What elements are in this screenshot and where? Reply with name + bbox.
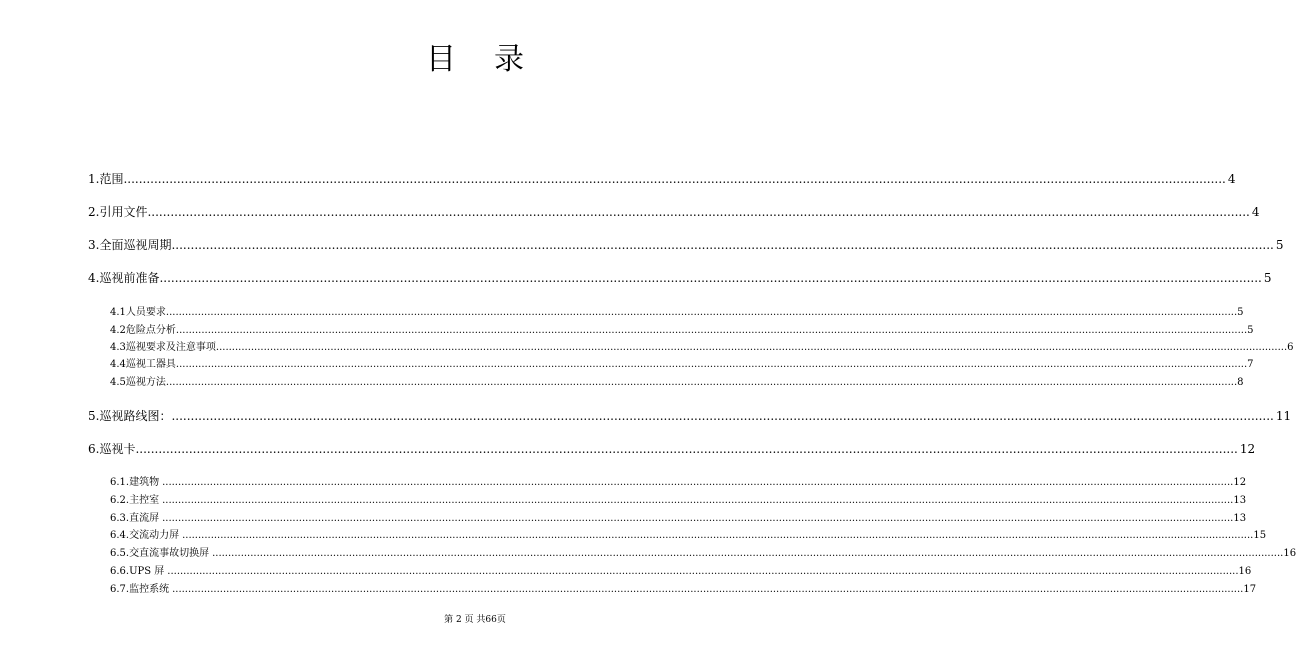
toc-leader-dots: ................................................................................................................................................................................................................................................................................................................................................. (212, 548, 1284, 559)
toc-entry-label: 巡视前准备 (99, 271, 160, 285)
toc-entry-label: 巡视要求及注意事项 (125, 342, 216, 353)
toc-subentry[interactable] (110, 565, 1252, 579)
toc-entry[interactable] (88, 441, 1256, 457)
toc-entry-page: 5 (1247, 325, 1254, 336)
toc-entry-label: 交流动力屏 (129, 530, 180, 541)
page-footer (0, 614, 950, 626)
toc-entry-label: 引用文件 (99, 205, 148, 219)
toc-entry-page: 12 (1239, 442, 1256, 456)
toc-entry-label: 巡视路线图： (99, 409, 172, 423)
toc-entry-number: 6.7. (110, 584, 130, 595)
toc-leader-dots: ................................................................................................................................................................................................................................................................................................................................................. (165, 307, 1238, 318)
toc-entry-number: 3. (88, 238, 100, 252)
toc-entry-number: 6.3. (110, 513, 130, 524)
toc-subentry[interactable] (110, 306, 1244, 320)
title-char-1: 目 (426, 42, 456, 77)
toc-entry-page: 13 (1233, 513, 1247, 524)
toc-leader-dots: ................................................................................................................................................................................................................................................................................................................................................. (162, 477, 1234, 488)
toc-entry-page: 16 (1283, 548, 1296, 559)
toc-entry-page: 6 (1287, 342, 1294, 353)
toc-subentry[interactable] (110, 512, 1247, 526)
toc-entry-page: 4 (1251, 205, 1260, 219)
toc-entry[interactable] (88, 204, 1260, 220)
toc-entry-label: 范围 (99, 172, 124, 186)
toc-entry-page: 11 (1275, 409, 1292, 423)
title-char-2: 录 (494, 42, 524, 77)
toc-entry[interactable] (88, 270, 1272, 286)
toc-entry-label: 建筑物 (129, 477, 160, 488)
toc-entry-label: 巡视工器具 (125, 359, 176, 370)
toc-leader-dots: ................................................................................................................................................................................................................................................................................................. (147, 205, 1250, 219)
toc-entry-number: 4.5 (110, 377, 126, 388)
toc-subentry[interactable] (110, 324, 1254, 338)
toc-entry[interactable] (88, 171, 1236, 187)
toc-entry[interactable] (88, 408, 1292, 424)
toc-leader-dots: ................................................................................................................................................................................................................................................................................................................................................. (162, 513, 1234, 524)
toc-entry-page: 16 (1238, 566, 1252, 577)
toc-entry-page: 5 (1237, 307, 1244, 318)
toc-entry-label: 监控系统 (129, 584, 170, 595)
toc-entry-page: 13 (1233, 495, 1247, 506)
toc-entry-label: 全面巡视周期 (99, 238, 172, 252)
toc-leader-dots: ................................................................................................................................................................................................................................................................................................................................................. (215, 342, 1288, 353)
toc-entry-number: 5. (88, 409, 100, 423)
toc-subentry[interactable] (110, 529, 1267, 543)
toc-leader-dots: ................................................................................................................................................................................................................................................................................................. (171, 409, 1274, 423)
toc-leader-dots: ................................................................................................................................................................................................................................................................................................................................................. (175, 325, 1248, 336)
toc-leader-dots: ................................................................................................................................................................................................................................................................................................. (135, 442, 1238, 456)
toc-entry-page: 5 (1263, 271, 1272, 285)
toc-subentry[interactable] (110, 341, 1294, 355)
toc-entry-label: 主控室 (129, 495, 160, 506)
toc-entry-number: 1. (88, 172, 100, 186)
toc-leader-dots: ................................................................................................................................................................................................................................................................................................................................................. (182, 530, 1254, 541)
toc-entry-page: 12 (1233, 477, 1247, 488)
toc-entry-number: 6.1. (110, 477, 130, 488)
toc-entry-page: 4 (1227, 172, 1236, 186)
toc-entry-number: 4.3 (110, 342, 126, 353)
page-number-label: 第 2 页 共66页 (444, 615, 506, 625)
toc-leader-dots: ................................................................................................................................................................................................................................................................................................. (159, 271, 1262, 285)
toc-entry[interactable] (88, 237, 1284, 253)
toc-leader-dots: ................................................................................................................................................................................................................................................................................................. (171, 238, 1274, 252)
toc-entry-label: 危险点分析 (125, 325, 176, 336)
toc-subentry[interactable] (110, 583, 1257, 597)
toc-entry-number: 4.1 (110, 307, 126, 318)
toc-entry-label: 人员要求 (125, 307, 166, 318)
toc-leader-dots: ................................................................................................................................................................................................................................................................................................................................................. (162, 495, 1234, 506)
toc-entry-number: 6.2. (110, 495, 130, 506)
toc-entry-number: 4. (88, 271, 100, 285)
toc-entry-page: 15 (1253, 530, 1267, 541)
toc-leader-dots: ................................................................................................................................................................................................................................................................................................................................................. (167, 566, 1239, 577)
toc-subentry[interactable] (110, 358, 1254, 372)
toc-entry-page: 5 (1275, 238, 1284, 252)
toc-entry-number: 6.4. (110, 530, 130, 541)
toc-subentry[interactable] (110, 494, 1247, 508)
toc-entry-label: 直流屏 (129, 513, 160, 524)
toc-entry-number: 6.6. (110, 566, 130, 577)
toc-leader-dots: ................................................................................................................................................................................................................................................................................................. (123, 172, 1226, 186)
toc-entry-page: 8 (1237, 377, 1244, 388)
toc-entry-label: 交直流事故切换屏 (129, 548, 210, 559)
toc-entry-number: 2. (88, 205, 100, 219)
toc-entry-number: 6.5. (110, 548, 130, 559)
toc-entry-label: 巡视卡 (99, 442, 136, 456)
toc-subentry[interactable] (110, 547, 1296, 561)
toc-entry-number: 4.2 (110, 325, 126, 336)
toc-leader-dots: ................................................................................................................................................................................................................................................................................................................................................. (165, 377, 1238, 388)
toc-entry-number: 4.4 (110, 359, 126, 370)
toc-leader-dots: ................................................................................................................................................................................................................................................................................................................................................. (172, 584, 1244, 595)
toc-entry-number: 6. (88, 442, 100, 456)
toc-entry-page: 7 (1247, 359, 1254, 370)
toc-entry-label: 巡视方法 (125, 377, 166, 388)
toc-subentry[interactable] (110, 476, 1247, 490)
toc-subentry[interactable] (110, 376, 1244, 390)
toc-entry-label: UPS 屏 (129, 566, 165, 577)
toc-leader-dots: ................................................................................................................................................................................................................................................................................................................................................. (175, 359, 1248, 370)
toc-entry-page: 17 (1243, 584, 1257, 595)
page-title (0, 42, 950, 78)
